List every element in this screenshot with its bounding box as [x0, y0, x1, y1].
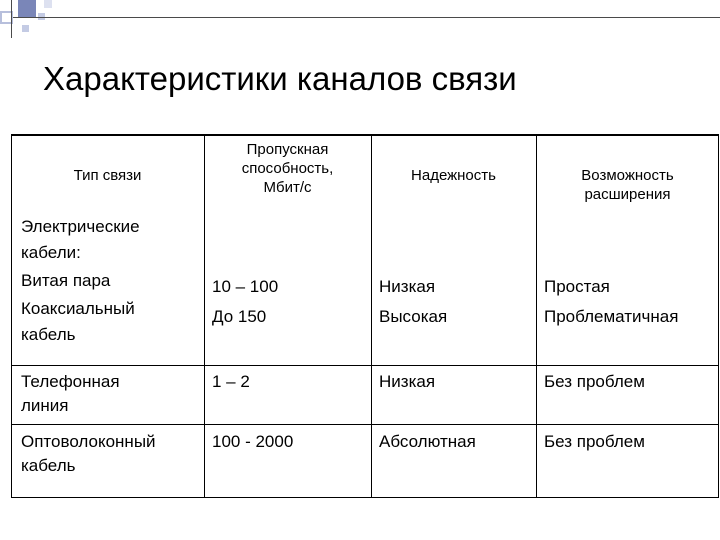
decorative-square-small [44, 0, 52, 8]
cell-line: 10 – 100 [212, 277, 279, 296]
header-reliability [371, 166, 536, 185]
row-telephone-type [21, 370, 120, 418]
cell-line: Витая пара [21, 271, 111, 290]
header-type-label: Тип связи [73, 167, 142, 184]
row-fiber-expansion [544, 430, 645, 454]
cell-line: Оптоволоконный [21, 432, 156, 451]
characteristics-table [11, 134, 719, 498]
row-fiber-bandwidth [212, 430, 293, 454]
cell-line: линия [21, 396, 69, 415]
cell-line: кабель [21, 456, 76, 475]
cell-line: Электрические [21, 217, 140, 236]
cell-line: Высокая [379, 307, 448, 326]
cell-line: Абсолютная [379, 432, 476, 451]
header-expansion [536, 166, 719, 204]
cell-line: 100 - 2000 [212, 432, 294, 451]
header-reliability-label: Надежность [411, 167, 496, 184]
row-fiber-type [21, 430, 156, 478]
row-electrical-bandwidth [212, 272, 278, 332]
row-electrical-expansion [544, 272, 678, 332]
slide-title: Характеристики каналов связи [43, 60, 517, 97]
cell-line: 1 – 2 [212, 372, 250, 391]
table-row-divider [11, 365, 719, 366]
cell-line: Низкая [379, 372, 436, 391]
cell-line: Без проблем [544, 432, 645, 451]
row-electrical-type [21, 214, 140, 348]
decorative-square-small [22, 25, 29, 32]
header-bandwidth [204, 140, 371, 197]
cell-line: До 150 [212, 307, 267, 326]
header-bandwidth-line: Пропускная [246, 141, 329, 158]
cell-line: Проблематичная [544, 307, 679, 326]
cell-line: Без проблем [544, 372, 645, 391]
header-expansion-line: Возможность [581, 167, 674, 184]
row-telephone-reliability [379, 370, 435, 394]
header-bandwidth-line: Мбит/с [263, 179, 312, 196]
header-bandwidth-line: способность, [241, 160, 334, 177]
decorative-vertical-rule [11, 0, 12, 38]
table-column-divider [371, 134, 372, 498]
cell-line: кабель [21, 325, 76, 344]
cell-line: кабели: [21, 243, 81, 262]
row-electrical-reliability [379, 272, 447, 332]
decorative-horizontal-rule [13, 17, 720, 18]
decorative-square [18, 0, 36, 18]
row-telephone-bandwidth [212, 370, 250, 394]
row-telephone-expansion [544, 370, 645, 394]
row-fiber-reliability [379, 430, 476, 454]
cell-line: Простая [544, 277, 610, 296]
table-row-divider [11, 424, 719, 425]
cell-line: Коаксиальный [21, 299, 135, 318]
table-border-top [11, 134, 719, 136]
table-border-bottom [11, 497, 719, 498]
header-type [11, 166, 204, 185]
cell-line: Низкая [379, 277, 436, 296]
cell-line: Телефонная [21, 372, 120, 391]
header-expansion-line: расширения [584, 186, 671, 203]
table-border-left [11, 134, 12, 498]
